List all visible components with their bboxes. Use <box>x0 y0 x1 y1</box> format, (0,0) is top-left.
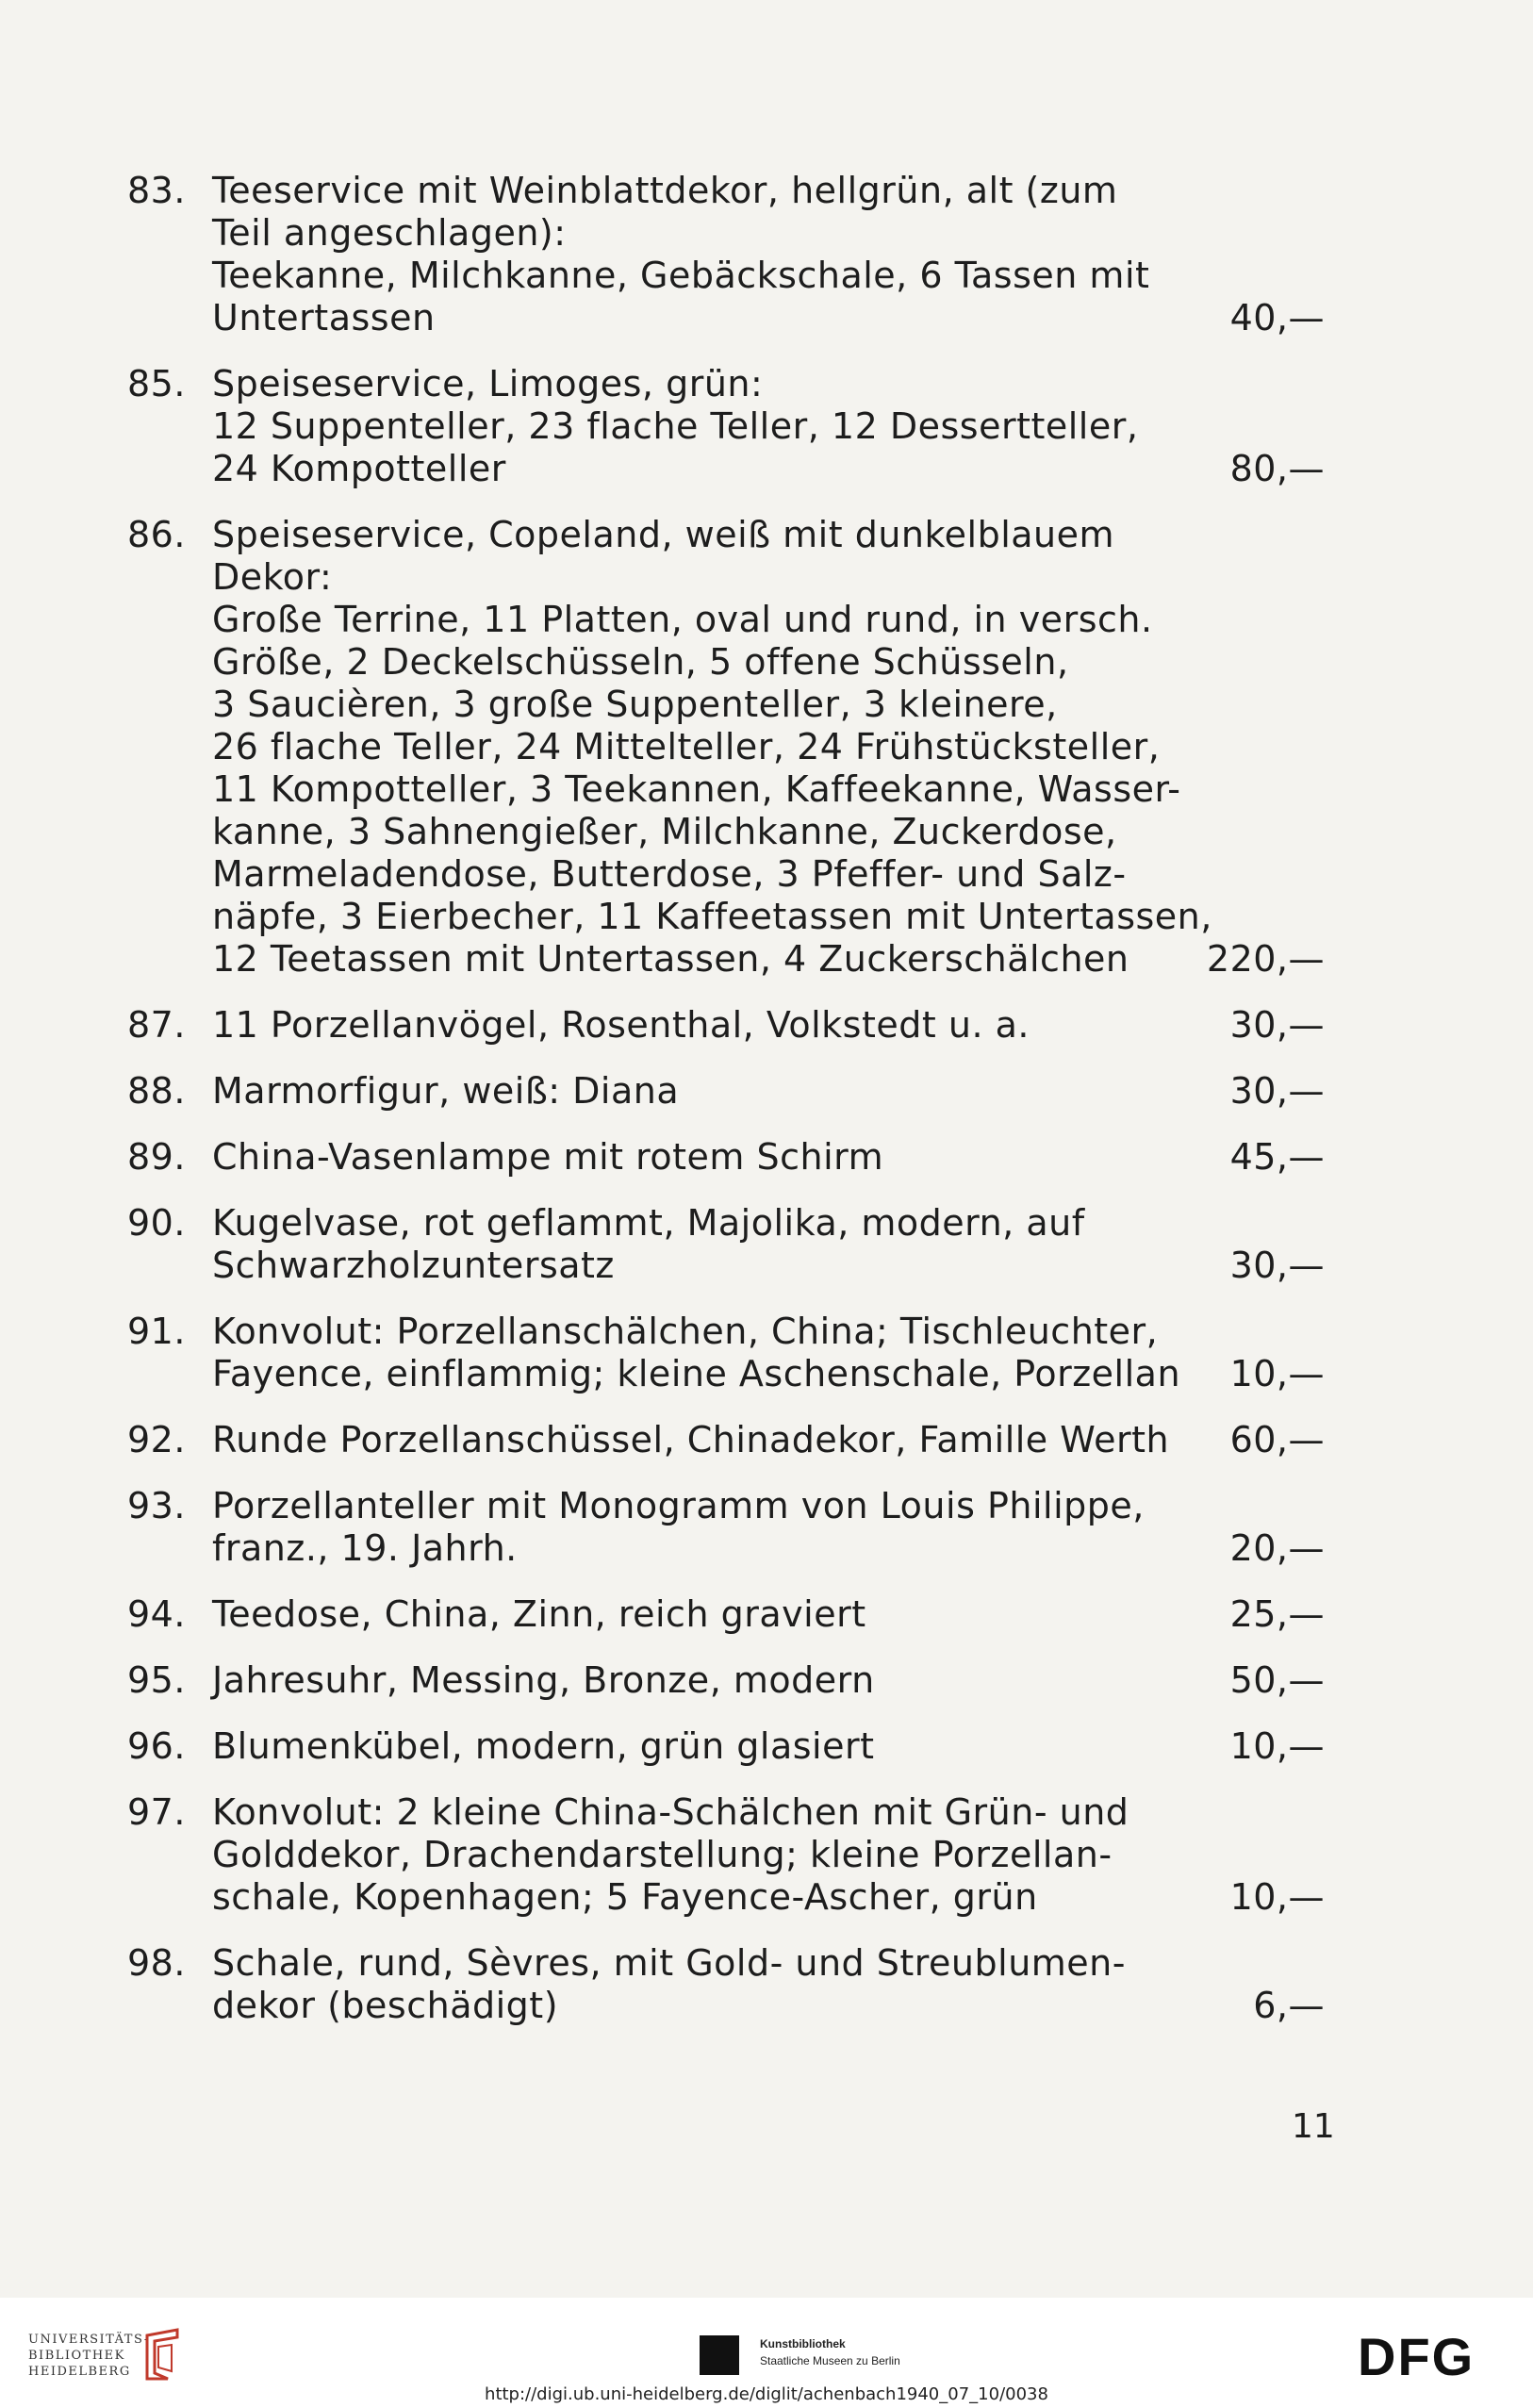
catalog-entry <box>127 1942 1325 2027</box>
entry-text-line: Fayence, einflammig; kleine Aschenschale, Porzellan <box>212 1353 1181 1394</box>
entry-last-line <box>212 938 1325 981</box>
catalog-entry <box>127 1311 1325 1395</box>
entry-number: 90. <box>127 1202 186 1244</box>
entry-last-line <box>212 297 1325 339</box>
entry-text-line: Blumenkübel, modern, grün glasiert <box>212 1725 875 1767</box>
entry-text-line: 12 Teetassen mit Untertassen, 4 Zuckerschälchen <box>212 938 1129 980</box>
entry-last-line <box>212 1985 1325 2027</box>
entry-last-line <box>212 1659 1325 1702</box>
entry-last-line <box>212 1004 1325 1047</box>
entry-text-line: näpfe, 3 Eierbecher, 11 Kaffeetassen mit Untertassen, <box>212 896 1212 937</box>
entry-last-line <box>212 1527 1325 1570</box>
dfg-logo[interactable]: DFG <box>1358 2327 1475 2386</box>
entry-last-line <box>212 1876 1325 1919</box>
entry-price: 60,— <box>1229 1419 1325 1460</box>
entry-last-line <box>212 1353 1325 1395</box>
entry-text-line: Große Terrine, 11 Platten, oval und rund, in versch. <box>212 599 1153 640</box>
university-library-logo[interactable] <box>28 2332 150 2380</box>
entry-number: 89. <box>127 1136 186 1178</box>
entry-price: 80,— <box>1229 448 1325 489</box>
entry-text-line: Jahresuhr, Messing, Bronze, modern <box>212 1659 875 1701</box>
entry-last-line <box>212 1245 1325 1287</box>
entry-text-line: Teekanne, Milchkanne, Gebäckschale, 6 Tassen mit <box>212 255 1150 296</box>
entry-price: 30,— <box>1229 1070 1325 1112</box>
entry-last-line <box>212 1593 1325 1636</box>
entry-price: 6,— <box>1253 1985 1325 2026</box>
entry-price: 45,— <box>1229 1136 1325 1178</box>
catalog-entry <box>127 514 1325 981</box>
entry-text-line: franz., 19. Jahrh. <box>212 1527 518 1569</box>
entry-number: 88. <box>127 1070 186 1112</box>
entry-number: 95. <box>127 1659 186 1701</box>
entry-last-line <box>212 1136 1325 1179</box>
entry-price: 25,— <box>1229 1593 1325 1635</box>
catalog-entry <box>127 1593 1325 1636</box>
entry-price: 30,— <box>1229 1004 1325 1046</box>
entry-text-line: schale, Kopenhagen; 5 Fayence-Ascher, grün <box>212 1876 1038 1918</box>
entry-text-line: Schwarzholzuntersatz <box>212 1245 615 1286</box>
entry-price: 10,— <box>1229 1353 1325 1394</box>
entry-text-line: Konvolut: 2 kleine China-Schälchen mit Grün- und <box>212 1791 1129 1833</box>
entry-price: 10,— <box>1229 1876 1325 1918</box>
catalog-entry <box>127 1070 1325 1113</box>
kb-subtitle: Staatliche Museen zu Berlin <box>760 2354 900 2367</box>
kunstbibliothek-label <box>760 2335 900 2369</box>
entry-text-line: Speiseservice, Limoges, grün: <box>212 363 764 404</box>
source-url-link[interactable]: http://digi.ub.uni-heidelberg.de/diglit/achenbach1940_07_10/0038 <box>485 2384 1048 2404</box>
entry-text-line: Größe, 2 Deckelschüsseln, 5 offene Schüsseln, <box>212 641 1069 683</box>
entry-number: 96. <box>127 1725 186 1767</box>
entry-price: 20,— <box>1229 1527 1325 1569</box>
entry-last-line <box>212 448 1325 490</box>
entry-text-line: dekor (beschädigt) <box>212 1985 559 2026</box>
university-line: UNIVERSITÄTS- <box>28 2333 150 2347</box>
entry-last-line <box>212 1070 1325 1113</box>
catalog-entry <box>127 1791 1325 1919</box>
entry-text-line: Marmorfigur, weiß: Diana <box>212 1070 680 1112</box>
entry-text-line: 12 Suppenteller, 23 flache Teller, 12 Dessertteller, <box>212 405 1139 447</box>
university-line: HEIDELBERG <box>28 2365 131 2379</box>
entry-text-line: 26 flache Teller, 24 Mittelteller, 24 Frühstücksteller, <box>212 726 1161 767</box>
entry-price: 50,— <box>1229 1659 1325 1701</box>
entry-text-line: 11 Porzellanvögel, Rosenthal, Volkstedt u. a. <box>212 1004 1030 1046</box>
catalog-entry <box>127 1419 1325 1461</box>
entry-number: 91. <box>127 1311 186 1352</box>
kunstbibliothek-logo-icon[interactable] <box>700 2335 739 2375</box>
entry-number: 94. <box>127 1593 186 1635</box>
entry-price: 10,— <box>1229 1725 1325 1767</box>
entry-number: 92. <box>127 1419 186 1460</box>
entry-last-line <box>212 1419 1325 1461</box>
entry-text-line: China-Vasenlampe mit rotem Schirm <box>212 1136 884 1178</box>
entry-text-line: Untertassen <box>212 297 436 338</box>
catalog-entry <box>127 1485 1325 1570</box>
entry-text-line: Marmeladendose, Butterdose, 3 Pfeffer- und Salz- <box>212 853 1127 895</box>
entry-number: 86. <box>127 514 186 555</box>
entry-number: 97. <box>127 1791 186 1833</box>
university-line: BIBLIOTHEK <box>28 2349 125 2363</box>
catalog-entry <box>127 1725 1325 1768</box>
catalog-entry <box>127 170 1325 339</box>
page-number: 11 <box>1292 2107 1335 2146</box>
entry-text-line: Teil angeschlagen): <box>212 212 567 254</box>
entry-text-line: Golddekor, Drachendarstellung; kleine Porzellan- <box>212 1834 1113 1875</box>
catalog-entries <box>127 170 1325 2027</box>
university-emblem-icon <box>140 2326 187 2383</box>
entry-last-line <box>212 1725 1325 1768</box>
entry-text-line: Schale, rund, Sèvres, mit Gold- und Streublumen- <box>212 1942 1126 1984</box>
entry-text-line: Dekor: <box>212 556 333 598</box>
entry-text-line: 3 Saucièren, 3 große Suppenteller, 3 kleinere, <box>212 684 1058 725</box>
entry-text-line: Speiseservice, Copeland, weiß mit dunkelblauem <box>212 514 1115 555</box>
entry-price: 30,— <box>1229 1245 1325 1286</box>
entry-number: 83. <box>127 170 186 211</box>
entry-text-line: Teedose, China, Zinn, reich graviert <box>212 1593 866 1635</box>
entry-text-line: Teeservice mit Weinblattdekor, hellgrün, alt (zum <box>212 170 1118 211</box>
entry-text-line: Runde Porzellanschüssel, Chinadekor, Famille Werth <box>212 1419 1170 1460</box>
entry-number: 98. <box>127 1942 186 1984</box>
entry-text-line: Kugelvase, rot geflammt, Majolika, modern, auf <box>212 1202 1085 1244</box>
catalog-entry <box>127 363 1325 490</box>
entry-text-line: 24 Kompotteller <box>212 448 506 489</box>
catalog-entry <box>127 1659 1325 1702</box>
entry-price: 220,— <box>1206 938 1325 980</box>
entry-text-line: 11 Kompotteller, 3 Teekannen, Kaffeekanne, Wasser- <box>212 768 1181 810</box>
entry-price: 40,— <box>1229 297 1325 338</box>
entry-text-line: Konvolut: Porzellanschälchen, China; Tischleuchter, <box>212 1311 1159 1352</box>
catalog-entry <box>127 1136 1325 1179</box>
entry-text-line: kanne, 3 Sahnengießer, Milchkanne, Zuckerdose, <box>212 811 1117 852</box>
catalog-entry <box>127 1202 1325 1287</box>
footer-bar <box>0 2298 1533 2408</box>
entry-text-line: Porzellanteller mit Monogramm von Louis Philippe, <box>212 1485 1145 1526</box>
entry-number: 87. <box>127 1004 186 1046</box>
kb-name: Kunstbibliothek <box>760 2337 846 2350</box>
catalog-entry <box>127 1004 1325 1047</box>
entry-number: 93. <box>127 1485 186 1526</box>
entry-number: 85. <box>127 363 186 404</box>
